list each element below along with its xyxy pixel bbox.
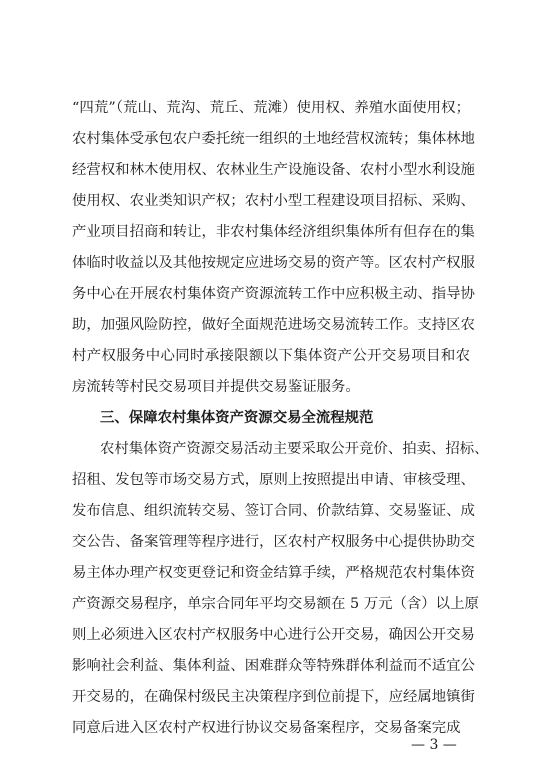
body-line-17: 则上必须进入区农村产权服务中心进行公开交易，确因公开交易 <box>72 627 475 643</box>
body-line-18: 影响社会利益、集体利益、困难群众等特殊群体利益而不适宜公 <box>72 658 475 674</box>
body-line-9: 村产权服务中心同时承接限额以下集体资产公开交易项目和农 <box>72 348 470 364</box>
body-line-15: 易主体办理产权变更登记和资金结算手续，严格规范农村集体资 <box>72 565 475 581</box>
body-line-12: 招租、发包等市场交易方式，原则上按照提出申请、审核受理、 <box>72 472 475 488</box>
body-line-19: 开交易的，在确保村级民主决策程序到位前提下，应经属地镇街 <box>72 689 475 705</box>
body-line-20: 同意后进入区农村产权进行协议交易备案程序，交易备案完成 <box>72 720 461 736</box>
body-line-10: 房流转等村民交易项目并提供交易鉴证服务。 <box>72 379 360 395</box>
body-line-7: 务中心在开展农村集体资产资源流转工作中应积极主动、指导协 <box>72 286 475 302</box>
body-line-13: 发布信息、组织流转交易、签订合同、价款结算、交易鉴证、成 <box>72 503 475 519</box>
body-line-8: 助，加强风险防控，做好全面规范进场交易流转工作。支持区农 <box>72 317 475 333</box>
body-line-16: 产资源交易程序，单宗合同年平均交易额在 5 万元（含）以上原 <box>72 596 479 612</box>
body-line-6: 体临时收益以及其他按规定应进场交易的资产等。区农村产权服 <box>72 255 475 271</box>
body-line-2: 农村集体受承包农户委托统一组织的土地经营权流转；集体林地 <box>72 131 475 147</box>
body-line-3: 经营权和林木使用权、农林业生产设施设备、农村小型水利设施 <box>72 162 475 178</box>
body-line-1: “四荒”（荒山、荒沟、荒丘、荒滩）使用权、养殖水面使用权； <box>72 100 470 116</box>
section-heading: 三、保障农村集体资产资源交易全流程规范 <box>100 410 374 426</box>
body-line-4: 使用权、农业类知识产权；农村小型工程建设项目招标、采购、 <box>72 193 475 209</box>
body-line-5: 产业项目招商和转让，非农村集体经济组织集体所有但存在的集 <box>72 224 475 240</box>
body-line-14: 交公告、备案管理等程序进行，区农村产权服务中心提供协助交 <box>72 534 475 550</box>
page-number: — 3 — <box>411 737 457 753</box>
body-line-11: 农村集体资产资源交易活动主要采取公开竞价、拍卖、招标、 <box>100 441 489 457</box>
